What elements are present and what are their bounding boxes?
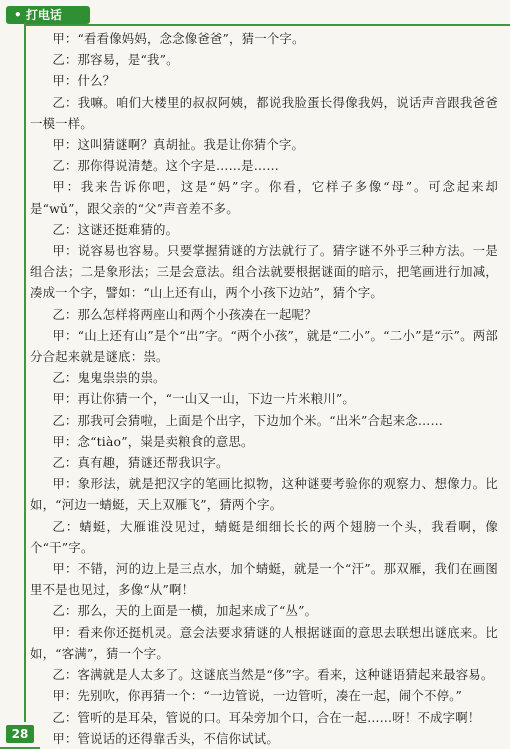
paragraph: 甲：念“tiào”，粜是卖粮食的意思。: [52, 433, 254, 449]
paragraph: 甲：先别吹，你再猜一个：“一边管说，一边管听，凑在一起，闹个不停。”: [52, 688, 463, 704]
page-body-text: [30, 28, 498, 749]
paragraph: 甲：再让你猜一个，“一山又一山，下边一片米粮川”。: [52, 391, 355, 407]
paragraph: 甲：说容易也容易。只要掌握猜谜的方法就行了。猜字谜不外乎三种方法。一是组合法；二是象形法；三是会意法。组合法就要根据谜面的暗示，把笔画进行加减，凑成一个字，譬如：“山上还有山，两个小孩下边站”，猜个字。: [30, 243, 498, 301]
margin-rule: [24, 22, 26, 722]
paragraph: 乙：那容易，是“我”。: [52, 52, 179, 68]
header-rule: [24, 24, 510, 26]
paragraph: 乙：管听的是耳朵，管说的口。耳朵旁加个口，合在一起……呀！不成字啊！: [52, 709, 481, 725]
paragraph: 乙：那我可会猜啦，上面是个出字，下边加个米。“出米”合起来念……: [52, 412, 444, 428]
paragraph: 甲：什么？: [52, 73, 116, 89]
paragraph: 乙：这谜还挺难猜的。: [52, 221, 179, 237]
paragraph: 乙：那么，天的上面是一横，加起来成了“丛”。: [52, 603, 318, 619]
paragraph: 甲：看来你还挺机灵。意会法要求猜谜的人根据谜面的意思去联想出谜底来。比如，“客满”，猜一个字。: [30, 624, 498, 661]
page-number-badge: [6, 725, 34, 743]
paragraph: 甲：管说话的还得靠舌头，不信你试试。: [52, 730, 279, 746]
paragraph: 乙：那么怎样将两座山和两个小孩凑在一起呢？: [52, 306, 317, 322]
paragraph: 甲：这叫猜谜啊？真胡扯。我是让你猜个字。: [52, 137, 305, 153]
paragraph: 乙：鬼鬼祟祟的祟。: [52, 370, 166, 386]
section-title: • 打电话: [14, 8, 62, 22]
paragraph: 乙：真有趣，猜谜还帮我识字。: [52, 455, 229, 471]
paragraph: 甲：“看看像妈妈，念念像爸爸”，猜一个字。: [52, 31, 305, 46]
paragraph: 甲：“山上还有山”是个“出”字。“两个小孩”，就是“二小”。“二小”是“示”。两部分合起来就是谜底：祟。: [30, 327, 498, 365]
section-header-tab: [6, 6, 90, 24]
paragraph: 乙：客满就是人太多了。这谜底当然是“侈”字。看来，这种谜语猜起来最容易。: [52, 667, 494, 683]
paragraph: 甲：象形法，就是把汉字的笔画比拟物，这种谜要考验你的观察力、想像力。比如，“河边一蜻蜓，天上双雁飞”，猜两个字。: [30, 476, 498, 513]
paragraph: 甲：我来告诉你吧，这是“妈”字。你看，它样子多像“母”。可念起来却是“wǔ”，跟父亲的“父”声音差不多。: [30, 179, 498, 216]
page-number: 28: [11, 727, 29, 741]
paragraph: 乙：我嘛。咱们大楼里的叔叔阿姨，都说我脸蛋长得像我妈，说话声音跟我爸爸一模一样。: [30, 94, 498, 131]
paragraph: 乙：那你得说清楚。这个字是……是……: [52, 158, 279, 174]
paragraph: 甲：不错，河的边上是三点水，加个蜻蜓，就是一个“汗”。那双雁，我们在画图里不是也见过，多像“从”啊！: [30, 561, 498, 598]
paragraph: 乙：蜻蜓，大雁谁没见过，蜻蜓是细细长长的两个翅膀一个头，我看啊，像个“干”字。: [30, 518, 498, 555]
